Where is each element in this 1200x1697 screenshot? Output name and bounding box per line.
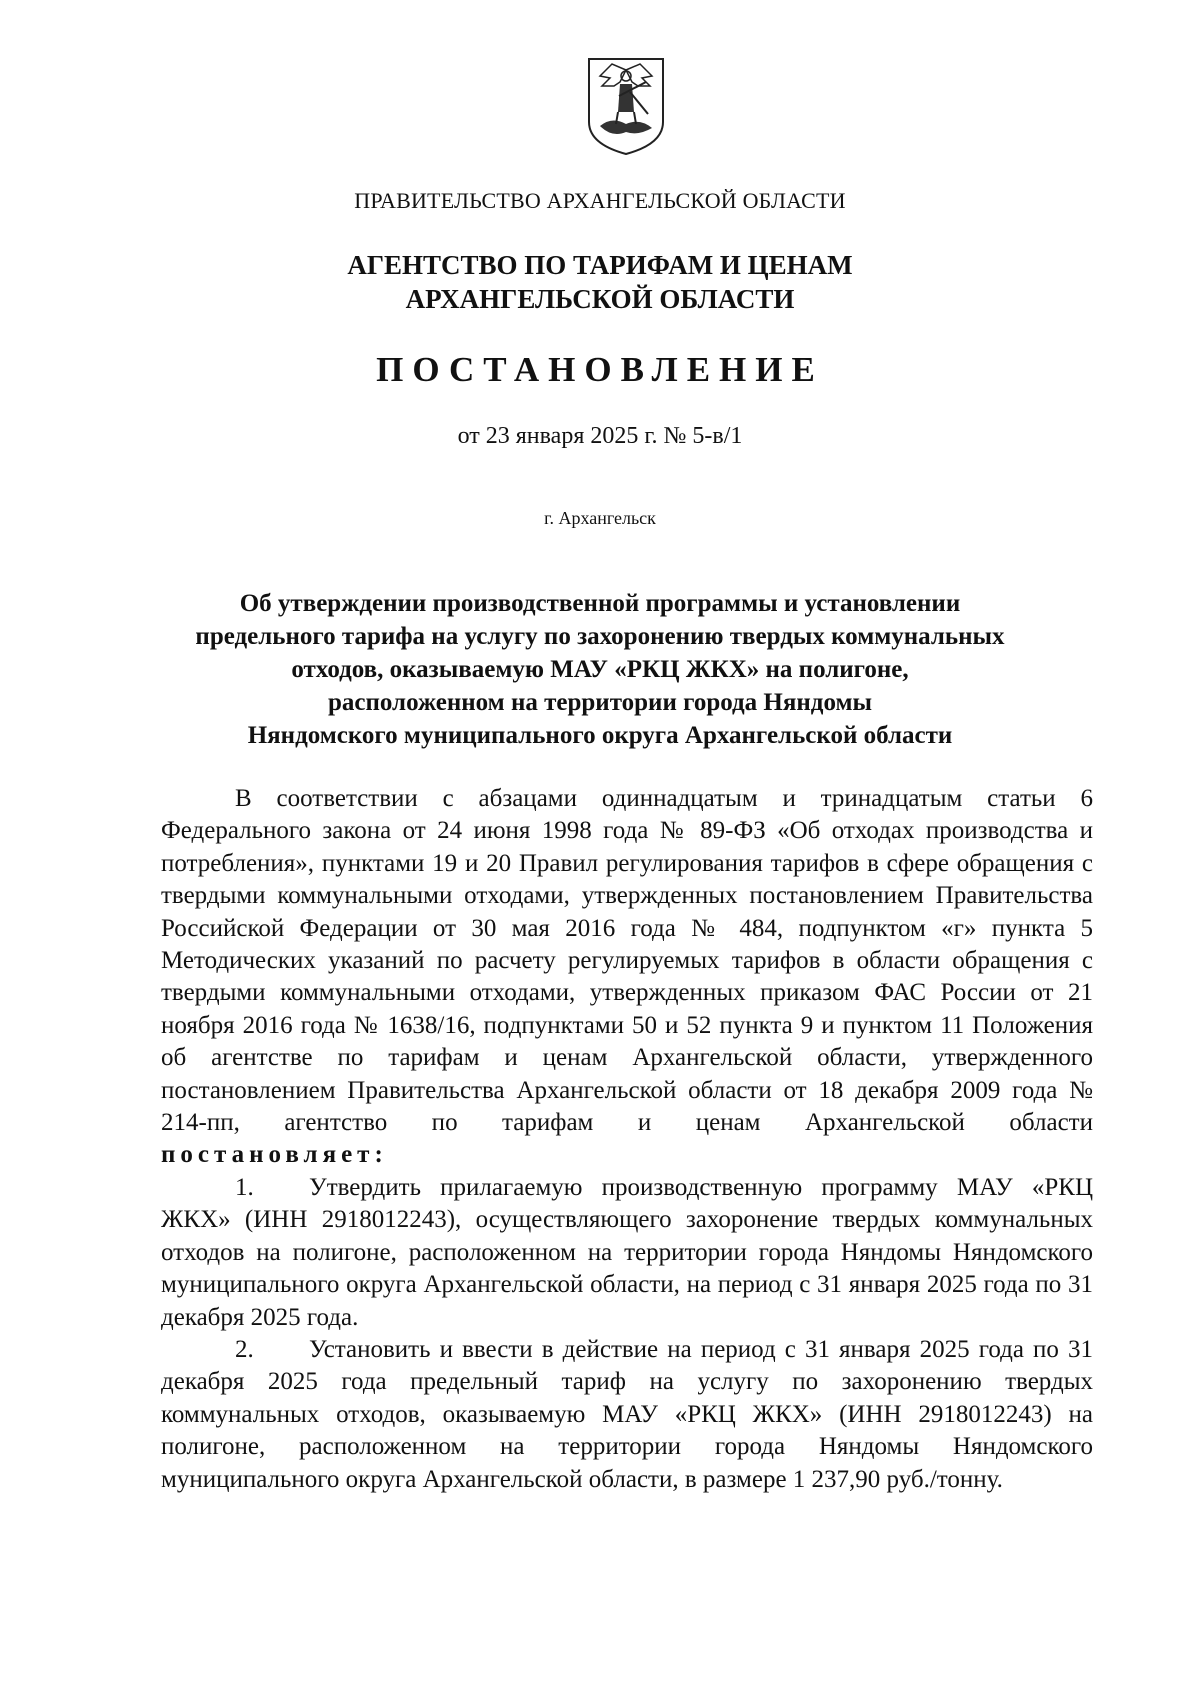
subject-line: отходов, оказываемую МАУ «РКЦ ЖКХ» на полигоне, — [291, 656, 909, 683]
place-of-issue: г. Архангельск — [544, 508, 656, 528]
document-subject — [0, 587, 1200, 752]
subject-line: предельного тарифа на услугу по захоронению твердых коммунальных — [195, 623, 1005, 650]
document-body — [161, 783, 1093, 1496]
coat-of-arms-emblem — [586, 56, 666, 157]
item-text: Установить и ввести в действие на период с 31 января 2025 года по 31 декабря 2025 года предельный тариф на услугу по захоронению твердых коммунальных отходов, оказываемую МАУ «РКЦ ЖКХ» (ИНН 2918012243) на полигоне, расположенном на территории города Няндомы Няндомского муниципального округа Архангельской области, в размере 1 237,90 руб./тонну. — [161, 1335, 1093, 1493]
date-and-number: от 23 января 2025 г. № 5-в/1 — [457, 423, 743, 449]
resolves-word: постановляет: — [161, 1141, 388, 1169]
item-number: 1. — [235, 1173, 254, 1201]
item-number: 2. — [235, 1335, 254, 1363]
document-type: ПОСТАНОВЛЕНИЕ — [376, 350, 824, 389]
item-text: Утвердить прилагаемую производственную программу МАУ «РКЦ ЖКХ» (ИНН 2918012243), осуществляющего захоронение твердых коммунальных отходов на полигоне, расположенном на территории города Няндомы Няндомского муниципального округа Архангельской области, на период с 31 января 2025 года по 31 декабря 2025 года. — [161, 1173, 1093, 1331]
item-2-paragraph — [161, 1334, 1093, 1496]
subject-line: расположенном на территории города Няндомы — [327, 689, 873, 716]
agency-name-line: АГЕНТСТВО ПО ТАРИФАМ И ЦЕНАМ — [347, 250, 853, 280]
subject-line: Няндомского муниципального округа Архангельской области — [247, 722, 953, 749]
subject-line: Об утверждении производственной программы и установлении — [239, 590, 961, 617]
item-1-paragraph — [161, 1172, 1093, 1334]
agency-name — [0, 248, 1200, 316]
agency-name-line: АРХАНГЕЛЬСКОЙ ОБЛАСТИ — [405, 284, 795, 314]
preamble-paragraph: В соответствии с абзацами одиннадцатым и тринадцатым статьи 6 Федерального закона от 24 июня 1998 года № 89-ФЗ «Об отходах производства и потребления», пунктами 19 и 20 Правил регулирования тарифов в сфере обращения с твердыми коммунальными отходами, утвержденных постановлением Правительства Российской Федерации от 30 мая 2016 года № 484, подпунктом «г» пункта 5 Методических указаний по расчету регулируемых тарифов в области обращения с твердыми коммунальными отходами, утвержденных приказом ФАС России от 21 ноября 2016 года № 1638/16, подпунктами 50 и 52 пункта 9 и пунктом 11 Положения об агентстве по тарифам и ценам Архангельской области, утвержденного постановлением Правительства Архангельской области от 18 декабря 2009 года № 214-пп, агентство по тарифам и ценам Архангельской области — [161, 785, 1093, 1137]
government-name: ПРАВИТЕЛЬСТВО АРХАНГЕЛЬСКОЙ ОБЛАСТИ — [354, 188, 846, 213]
